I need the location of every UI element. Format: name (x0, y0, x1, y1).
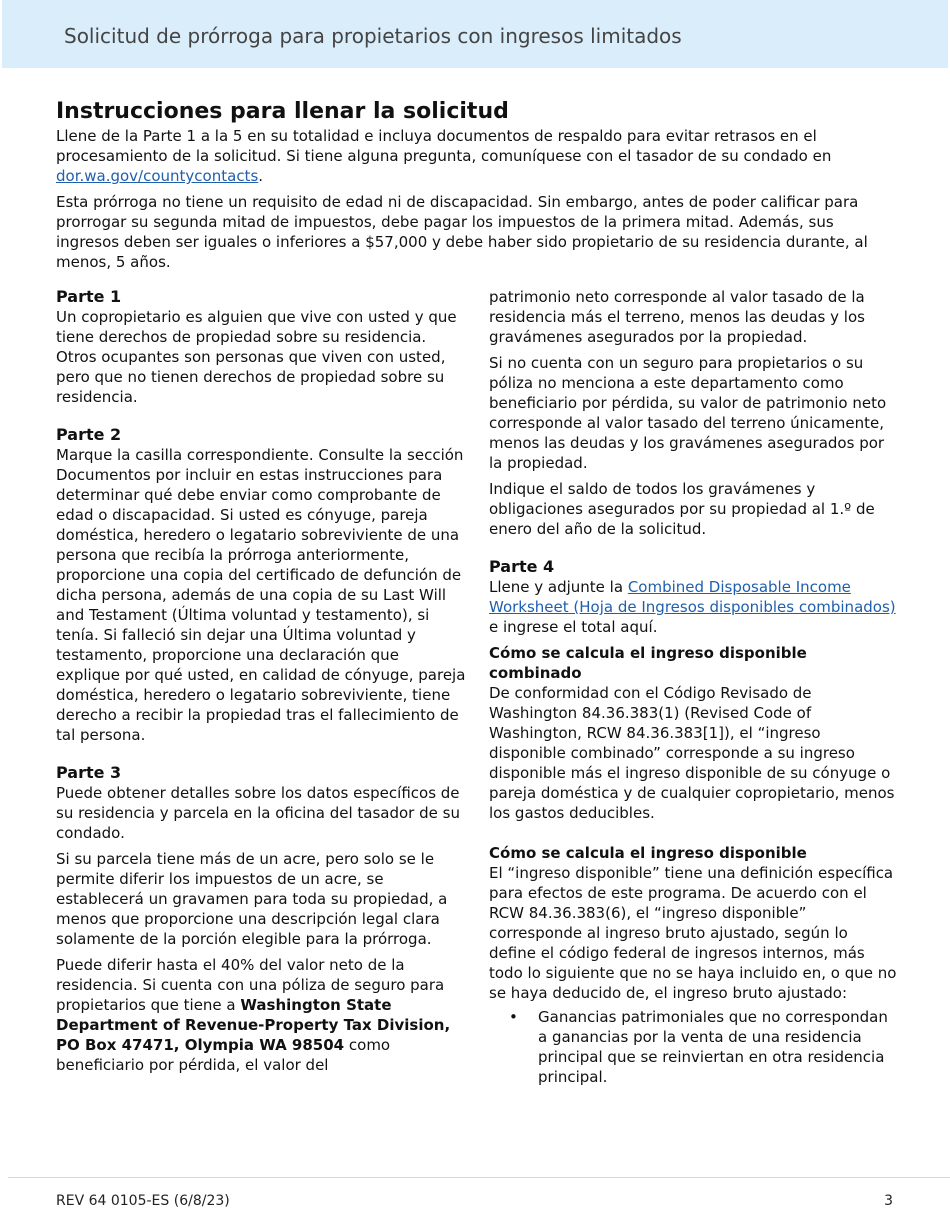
parte-2-section (56, 425, 466, 745)
intro-p1-text: Llene de la Parte 1 a la 5 en su totalidad e incluya documentos de respaldo para evitar retrasos en el procesamiento de la solicitud. Si tiene alguna pregunta, comuníquese con el tasador de su condado en (56, 127, 832, 165)
page-number: 3 (884, 1193, 893, 1209)
dor-mailing-address: Washington State Department of Revenue-Property Tax Division, PO Box 47471, Olympia WA 98504 (56, 996, 451, 1054)
parte-3-continued-2: Si no cuenta con un seguro para propietarios o su póliza no menciona a este departamento como beneficiario por pérdida, su valor de patrimonio neto corresponde al valor tasado del terreno únicamente, menos las deudas y los gravámenes asegurados por la propiedad. (489, 354, 887, 472)
bullet-text: Ganancias patrimoniales que no correspondan a ganancias por la venta de una residencia principal que se reinviertan en otra residencia principal. (538, 1008, 888, 1086)
list-item (489, 1007, 899, 1087)
parte-4-paragraph-1 (489, 577, 899, 637)
form-code: REV 64 0105-ES (6/8/23) (56, 1193, 230, 1209)
disposable-income-body: El “ingreso disponible” tiene una definición específica para efectos de este programa. De acuerdo con el RCW 84.36.383(6), el “ingreso disponible” corresponde al ingreso bruto ajustado, según lo define el código federal de ingresos internos, más todo lo siguiente que no se haya incluido en, o que no se haya deducido de, el ingreso bruto ajustado: (489, 864, 897, 1002)
combined-income-body: De conformidad con el Código Revisado de Washington 84.36.383(1) (Revised Code of Washington, RCW 84.36.383[1]), el “ingreso disponible combinado” corresponde a su ingreso disponible más el ingreso disponible de su cónyuge o pareja doméstica y de cualquier copropietario, menos los gastos deducibles. (489, 684, 895, 822)
parte-3-continued-1: patrimonio neto corresponde al valor tasado de la residencia más el terreno, menos las deudas y los gravámenes asegurados por la propiedad. (489, 288, 865, 346)
header-banner (2, 0, 948, 68)
parte-3-p3-start: Puede diferir hasta el 40% del valor neto de la residencia. Si cuenta con una póliza de seguro para propietarios que tiene a (56, 956, 445, 1014)
parte-3-heading: Parte 3 (56, 763, 122, 782)
parte-1-body: Un copropietario es alguien que vive con usted y que tiene derechos de propiedad sobre su residencia. Otros ocupantes son personas que viven con usted, pero que no tienen derechos de propiedad sobre su residencia. (56, 308, 457, 406)
parte-4-section (489, 557, 899, 1087)
intro-paragraph-2: Esta prórroga no tiene un requisito de edad ni de discapacidad. Sin embargo, antes de poder calificar para prorrogar su segunda mitad de impuestos, debe pagar los impuestos de la primera mitad. Además, sus ingresos deben ser iguales o inferiores a $57,000 y debe haber sido propietario de su residencia durante, al menos, 5 años. (56, 193, 868, 271)
parte-4-p1-start: Llene y adjunte la (489, 578, 628, 596)
parte-3-continued-3: Indique el saldo de todos los gravámenes y obligaciones asegurados por su propiedad al 1.º de enero del año de la solicitud. (489, 480, 875, 538)
parte-4-heading: Parte 4 (489, 557, 555, 576)
parte-3-paragraph-1: Puede obtener detalles sobre los datos específicos de su residencia y parcela en la oficina del tasador de su condado. (56, 784, 460, 842)
parte-3-paragraph-3 (56, 955, 466, 1075)
right-column (489, 287, 899, 1087)
footer-divider (8, 1177, 950, 1178)
parte-3-p3-end: como beneficiario por pérdida, el valor del (56, 1036, 391, 1074)
parte-2-body: Marque la casilla correspondiente. Consulte la sección Documentos por incluir en estas instrucciones para determinar qué debe enviar como comprobante de edad o discapacidad. Si usted es cónyuge, pareja doméstica, heredero o legatario sobreviviente de una persona que recibía la prórroga anteriormente, proporcione una copia del certificado de defunción de dicha persona, además de una copia de su Last Will and Testament (Última voluntad y testamento), si tenía. Si falleció sin dejar una Última voluntad y testamento, proporcione una declaración que explique por qué usted, en calidad de cónyuge, pareja doméstica, heredero o legatario sobreviviente, tiene derecho a recibir la propiedad tras el fallecimiento de tal persona. (56, 446, 466, 744)
combined-income-subheading: Cómo se calcula el ingreso disponible combinado (489, 644, 807, 682)
bullet-icon: • (509, 1008, 518, 1026)
income-bullet-list (489, 1007, 899, 1087)
parte-1-section (56, 287, 466, 407)
worksheet-link[interactable]: Combined Disposable Income Worksheet (Hoja de Ingresos disponibles combinados) (489, 578, 896, 616)
parte-3-paragraph-2: Si su parcela tiene más de un acre, pero solo se le permite diferir los impuestos de un acre, se establecerá un gravamen para toda su propiedad, a menos que proporcione una descripción legal clara solamente de la porción elegible para la prórroga. (56, 850, 448, 948)
instructions-intro (56, 98, 896, 272)
parte-2-heading: Parte 2 (56, 425, 122, 444)
county-contacts-link[interactable]: dor.wa.gov/countycontacts (56, 167, 259, 185)
header-title: Solicitud de prórroga para propietarios con ingresos limitados (64, 24, 682, 48)
page-title: Instrucciones para llenar la solicitud (56, 99, 509, 124)
left-column (56, 287, 466, 1075)
parte-3-section (56, 763, 466, 1075)
disposable-income-subheading: Cómo se calcula el ingreso disponible (489, 844, 807, 862)
intro-paragraph-1 (56, 126, 896, 186)
parte-4-p1-end: e ingrese el total aquí. (489, 618, 658, 636)
parte-1-heading: Parte 1 (56, 287, 122, 306)
intro-p1-end: . (258, 167, 264, 185)
